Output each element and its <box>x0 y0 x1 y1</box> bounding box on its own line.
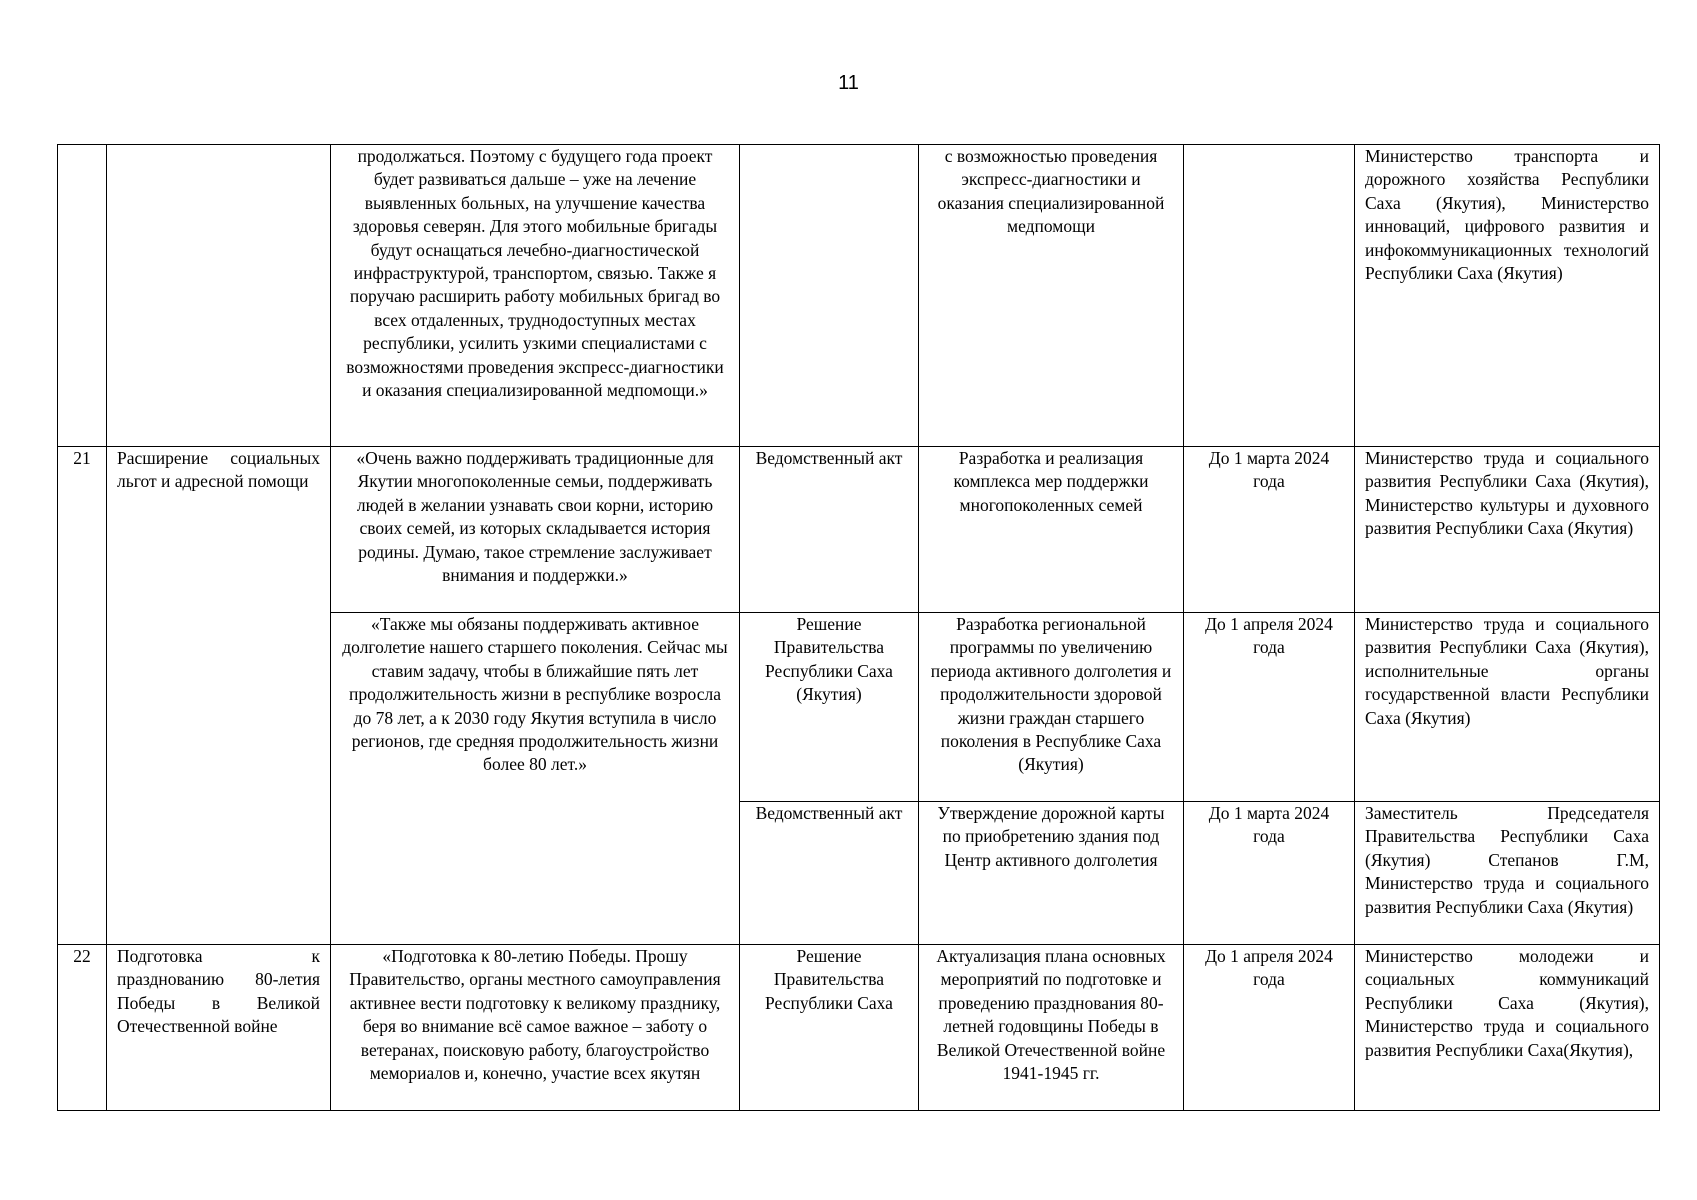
page-number: 11 <box>838 72 859 94</box>
quote-cell: «Подготовка к 80-летию Победы. Прошу Правительство, органы местного самоуправления активнее вести подготовку к великому празднику, беря во внимание всё самое важное – заботу о ветеранах, поисковую работу, благоустройство мемориалов и, конечно, участие всех якутян <box>331 945 740 1111</box>
document-form-cell: Ведомственный акт <box>740 447 919 613</box>
document-form-cell: Решение Правительства Республики Саха (Якутия) <box>740 613 919 802</box>
action-plan-table <box>57 144 1660 1111</box>
row-number-cell: 21 <box>58 447 107 945</box>
measure-cell: Утверждение дорожной карты по приобретению здания под Центр активного долголетия <box>919 802 1184 945</box>
responsible-cell: Министерство транспорта и дорожного хозяйства Республики Саха (Якутия), Министерство инноваций, цифрового развития и инфокоммуникационных технологий Республики Саха (Якутия) <box>1355 145 1660 447</box>
deadline-cell: До 1 марта 2024 года <box>1184 447 1355 613</box>
row-number-cell <box>58 145 107 447</box>
quote-cell: продолжаться. Поэтому с будущего года проект будет развиваться дальше – уже на лечение выявленных больных, на улучшение качества здоровья северян. Для этого мобильные бригады будут оснащаться лечебно-диагностической инфраструктурой, транспортом, связью. Также я поручаю расширить работу мобильных бригад во всех отдаленных, труднодоступных местах республики, усилить узкими специалистами с возможностями проведения экспресс-диагностики и оказания специализированной медпомощи.» <box>331 145 740 447</box>
deadline-cell: До 1 апреля 2024 года <box>1184 613 1355 802</box>
measure-cell: Разработка региональной программы по увеличению периода активного долголетия и продолжительности здоровой жизни граждан старшего поколения в Республике Саха (Якутия) <box>919 613 1184 802</box>
deadline-cell: До 1 апреля 2024 года <box>1184 945 1355 1111</box>
measure-cell: с возможностью проведения экспресс-диагностики и оказания специализированной медпомощи <box>919 145 1184 447</box>
document-form-cell: Решение Правительства Республики Саха <box>740 945 919 1111</box>
table-row <box>58 945 1660 1111</box>
measure-cell: Актуализация плана основных мероприятий по подготовке и проведению празднования 80-летней годовщины Победы в Великой Отечественной войне 1941-1945 гг. <box>919 945 1184 1111</box>
topic-cell <box>107 145 331 447</box>
responsible-cell: Министерство молодежи и социальных коммуникаций Республики Саха (Якутия), Министерство труда и социального развития Республики Саха(Якутия), <box>1355 945 1660 1111</box>
document-form-cell: Ведомственный акт <box>740 802 919 945</box>
row-number-cell: 22 <box>58 945 107 1111</box>
deadline-cell <box>1184 145 1355 447</box>
measure-cell: Разработка и реализация комплекса мер поддержки многопоколенных семей <box>919 447 1184 613</box>
quote-cell: «Также мы обязаны поддерживать активное долголетие нашего старшего поколения. Сейчас мы ставим задачу, чтобы в ближайшие пять лет продолжительность жизни в республике возросла до 78 лет, а к 2030 году Якутия вступила в число регионов, где средняя продолжительность жизни более 80 лет.» <box>331 613 740 945</box>
document-form-cell <box>740 145 919 447</box>
deadline-cell: До 1 марта 2024 года <box>1184 802 1355 945</box>
table-row <box>58 145 1660 447</box>
responsible-cell: Министерство труда и социального развития Республики Саха (Якутия), исполнительные органы государственной власти Республики Саха (Якутия) <box>1355 613 1660 802</box>
table-row <box>58 447 1660 613</box>
topic-cell: Подготовка к празднованию 80-летия Победы в Великой Отечественной войне <box>107 945 331 1111</box>
quote-cell: «Очень важно поддерживать традиционные для Якутии многопоколенные семьи, поддерживать людей в желании узнавать свои корни, историю своих семей, из которых складывается история родины. Думаю, такое стремление заслуживает внимания и поддержки.» <box>331 447 740 613</box>
topic-cell: Расширение социальных льгот и адресной помощи <box>107 447 331 945</box>
responsible-cell: Министерство труда и социального развития Республики Саха (Якутия), Министерство культуры и духовного развития Республики Саха (Якутия) <box>1355 447 1660 613</box>
responsible-cell: Заместитель Председателя Правительства Республики Саха (Якутия) Степанов Г.М, Министерство труда и социального развития Республики Саха (Якутия) <box>1355 802 1660 945</box>
